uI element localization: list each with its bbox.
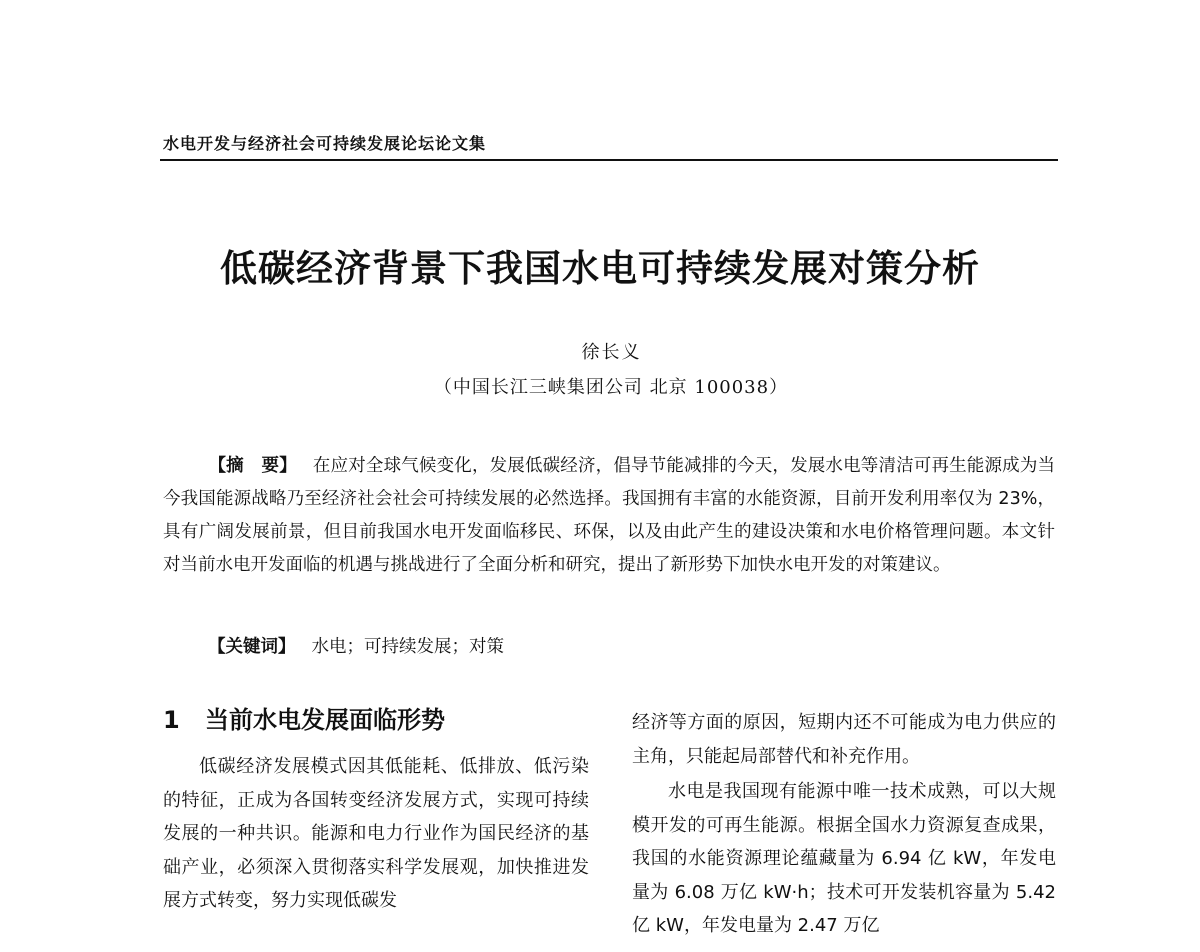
abstract-paragraph [163,450,1055,582]
section-heading [163,700,589,740]
header-rule [160,159,1058,161]
affiliation: （中国长江三峡集团公司 北京 100038） [433,377,789,398]
section-number: 1 [163,706,180,734]
author: 徐长义 [581,342,642,363]
abstract-label: 【摘 要】 [208,456,297,476]
keywords-label: 【关键词】 [208,637,296,657]
abstract [163,450,1055,582]
abstract-text: 在应对全球气候变化，发展低碳经济，倡导节能减排的今天，发展水电等清洁可再生能源成为当今我国能源战略乃至经济社会社会可持续发展的必然选择。我国拥有丰富的水能资源，目前开发利用率仅为 23%，具有广阔发展前景，但目前我国水电开发面临移民、环保，以及由此产生的建设决策和水电价格管理问题。本文针对当前水电开发面临的机遇与挑战进行了全面分析和研究，提出了新形势下加快水电开发的对策建议。 [163,456,1056,575]
keywords [208,633,504,658]
body-paragraph: 经济等方面的原因，短期内还不可能成为电力供应的主角，只能起局部替代和补充作用。 [632,712,1056,767]
left-column [163,700,589,918]
right-column [632,706,1056,943]
body-paragraph: 水电是我国现有能源中唯一技术成熟，可以大规模开发的可再生能源。根据全国水力资源复查成果，我国的水能资源理论蕴藏量为 6.94 亿 kW，年发电量为 6.08 万亿 kW·h；技术可开发装机容量为 5.42 亿 kW，年发电量为 2.47 万亿 [632,781,1056,936]
section-title: 当前水电发展面临形势 [205,706,445,734]
body-paragraph: 低碳经济发展模式因其低能耗、低排放、低污染的特征，正成为各国转变经济发展方式，实现可持续发展的一种共识。能源和电力行业作为国民经济的基础产业，必须深入贯彻落实科学发展观，加快推进发展方式转变，努力实现低碳发 [163,756,589,911]
paper-title: 低碳经济背景下我国水电可持续发展对策分析 [220,246,980,290]
running-header: 水电开发与经济社会可持续发展论坛论文集 [163,134,487,153]
keywords-text: 水电；可持续发展；对策 [311,637,504,657]
